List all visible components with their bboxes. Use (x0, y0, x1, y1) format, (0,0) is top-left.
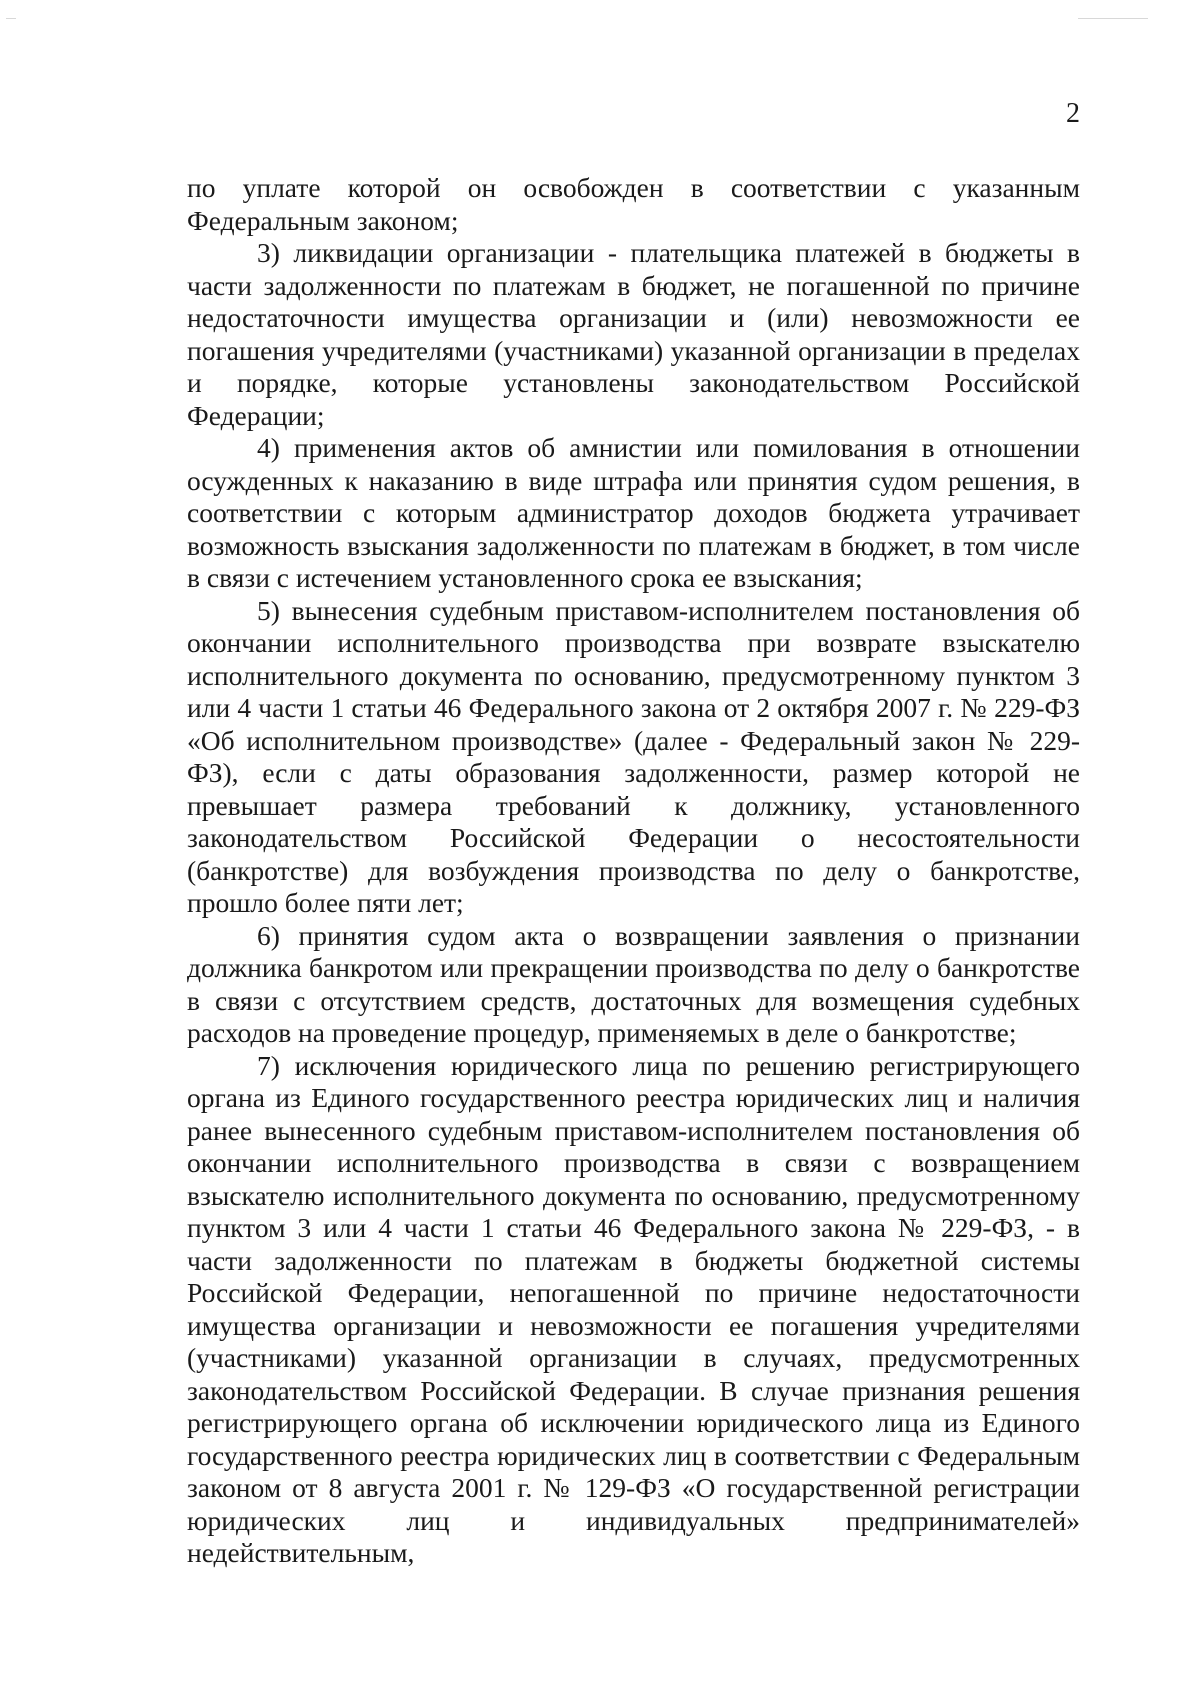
scan-artifact (1078, 18, 1148, 19)
paragraph-item-3: 3) ликвидации организации - плательщика платежей в бюджеты в части задолженности по платежам в бюджет, не погашенной по причине недостаточности имущества организации и (или) невозможности ее погашения учредителями (участниками) указанной организации в пределах и порядке, которые установлены законодательством Российской Федерации; (187, 237, 1080, 431)
paragraph-item-6: 6) принятия судом акта о возвращении заявления о признании должника банкротом или прекращении производства по делу о банкротстве в связи с отсутствием средств, достаточных для возмещения судебных расходов на проведение процедур, применяемых в деле о банкротстве; (187, 919, 1080, 1048)
scan-artifact (6, 18, 16, 19)
page-number: 2 (1066, 98, 1080, 129)
document-body (187, 172, 1080, 1570)
paragraph-item-5: 5) вынесения судебным приставом-исполнителем постановления об окончании исполнительного производства при возврате взыскателю исполнительного документа по основанию, предусмотренному пунктом 3 или 4 части 1 статьи 46 Федерального закона от 2 октября 2007 г. № 229-ФЗ «Об исполнительном производстве» (далее - Федеральный закон № 229-ФЗ), если с даты образования задолженности, размер которой не превышает размера требований к должнику, установленного законодательством Российской Федерации о несостоятельности (банкротстве) для возбуждения производства по делу о банкротстве, прошло более пяти лет; (187, 594, 1080, 918)
paragraph-item-7: 7) исключения юридического лица по решению регистрирующего органа из Единого государственного реестра юридических лиц и наличия ранее вынесенного судебным приставом-исполнителем постановления об окончании исполнительного производства в связи с возвращением взыскателю исполнительного документа по основанию, предусмотренному пунктом 3 или 4 части 1 статьи 46 Федерального закона № 229-ФЗ, - в части задолженности по платежам в бюджеты бюджетной системы Российской Федерации, непогашенной по причине недостаточности имущества организации и невозможности ее погашения учредителями (участниками) указанной организации в случаях, предусмотренных законодательством Российской Федерации. В случае признания решения регистрирующего органа об исключении юридического лица из Единого государственного реестра юридических лиц в соответствии с Федеральным законом от 8 августа 2001 г. № 129-ФЗ «О государственной регистрации юридических лиц и индивидуальных предпринимателей» недействительным, (187, 1049, 1080, 1568)
paragraph-continuation: по уплате которой он освобожден в соответствии с указанным Федеральным законом; (187, 172, 1080, 236)
paragraph-item-4: 4) применения актов об амнистии или помилования в отношении осужденных к наказанию в виде штрафа или принятия судом решения, в соответствии с которым администратор доходов бюджета утрачивает возможность взыскания задолженности по платежам в бюджет, в том числе в связи с истечением установленного срока ее взыскания; (187, 432, 1080, 593)
